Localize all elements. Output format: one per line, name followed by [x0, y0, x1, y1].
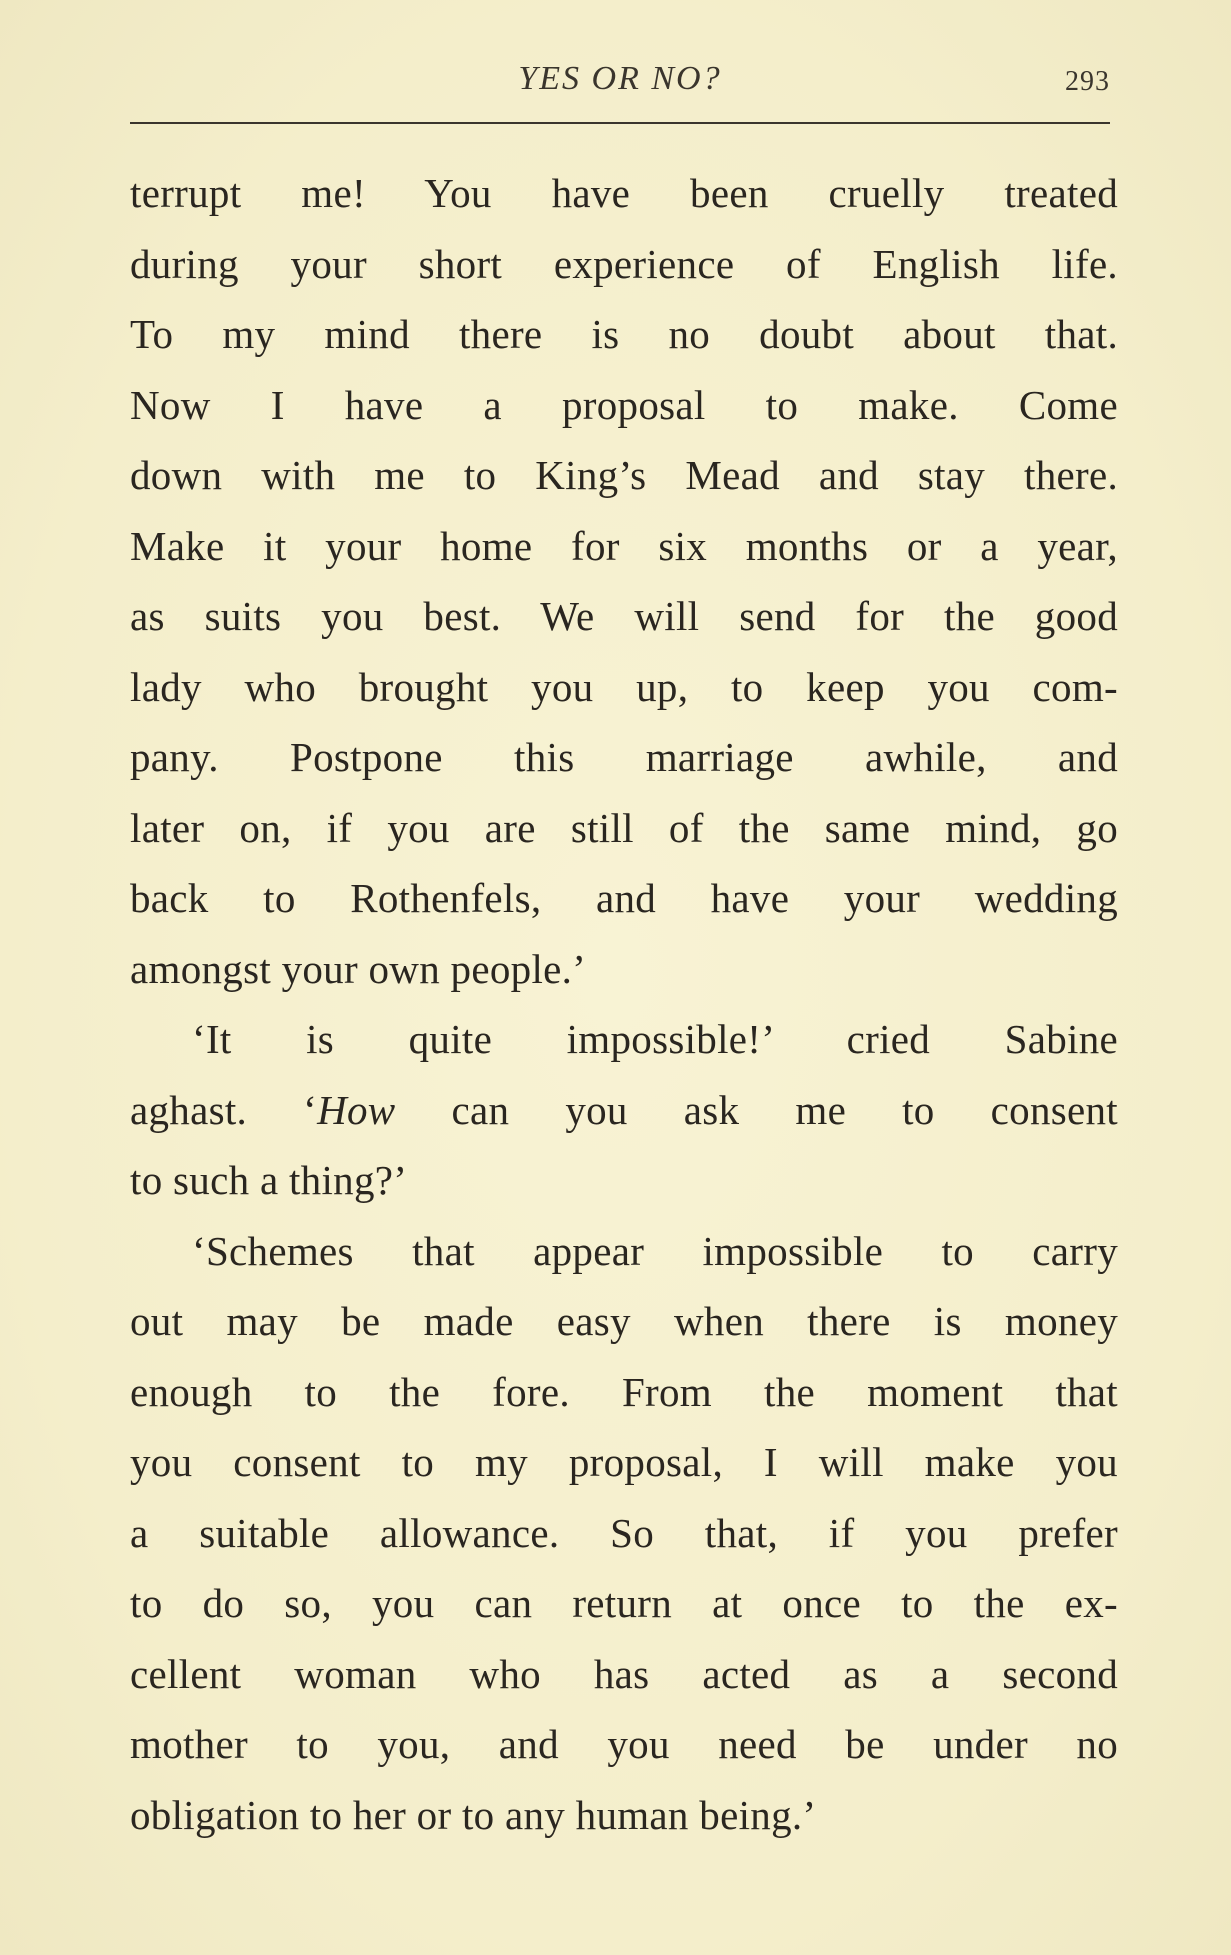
text-line: Now I have a proposal to make. Come	[130, 381, 1118, 428]
text-line: To my mind there is no doubt about that.	[130, 311, 1118, 357]
text-line: during your short experience of English life.	[130, 240, 1118, 287]
text-line: ‘It is quite impossible!’ cried Sabine	[192, 1016, 1118, 1062]
emphasis-text: How	[317, 1086, 396, 1133]
text-line: terrupt me! You have been cruelly treated	[130, 170, 1118, 216]
paragraph-3	[130, 1216, 1118, 1851]
text-line: ‘Schemes that appear impossible to carry	[192, 1227, 1118, 1274]
text-line: back to Rothenfels, and have your wedding	[130, 875, 1118, 921]
text-line: pany. Postpone this marriage awhile, and	[130, 734, 1118, 780]
text-line: amongst your own people.’	[130, 945, 587, 992]
header-rule	[130, 122, 1110, 124]
page-header	[130, 60, 1110, 110]
text-line: to do so, you can return at once to the ex-	[130, 1580, 1118, 1626]
text-line: Make it your home for six months or a year,	[130, 522, 1118, 569]
text-line: obligation to her or to any human being.’	[130, 1791, 817, 1838]
text-segment: aghast. ‘	[130, 1086, 318, 1133]
paragraph-1	[130, 158, 1118, 1004]
text-line: a suitable allowance. So that, if you prefer	[130, 1509, 1118, 1556]
text-segment: can you ask me to consent	[395, 1086, 1118, 1133]
text-line	[130, 1075, 1118, 1146]
text-line: out may be made easy when there is money	[130, 1298, 1118, 1344]
text-line: later on, if you are still of the same mind, go	[130, 804, 1118, 851]
text-line: enough to the fore. From the moment that	[130, 1368, 1118, 1415]
running-head: YES OR NO?	[518, 60, 722, 97]
paragraph-2	[130, 1004, 1118, 1216]
text-line: to such a thing?’	[130, 1157, 408, 1203]
text-line: mother to you, and you need be under no	[130, 1721, 1118, 1767]
page-number: 293	[1065, 66, 1110, 97]
text-line: you consent to my proposal, I will make you	[130, 1439, 1118, 1485]
text-line: cellent woman who has acted as a second	[130, 1650, 1118, 1697]
body-text	[130, 158, 1118, 1850]
text-line: down with me to King’s Mead and stay there.	[130, 452, 1118, 498]
text-line: as suits you best. We will send for the good	[130, 593, 1118, 639]
text-line: lady who brought you up, to keep you com-	[130, 663, 1118, 710]
